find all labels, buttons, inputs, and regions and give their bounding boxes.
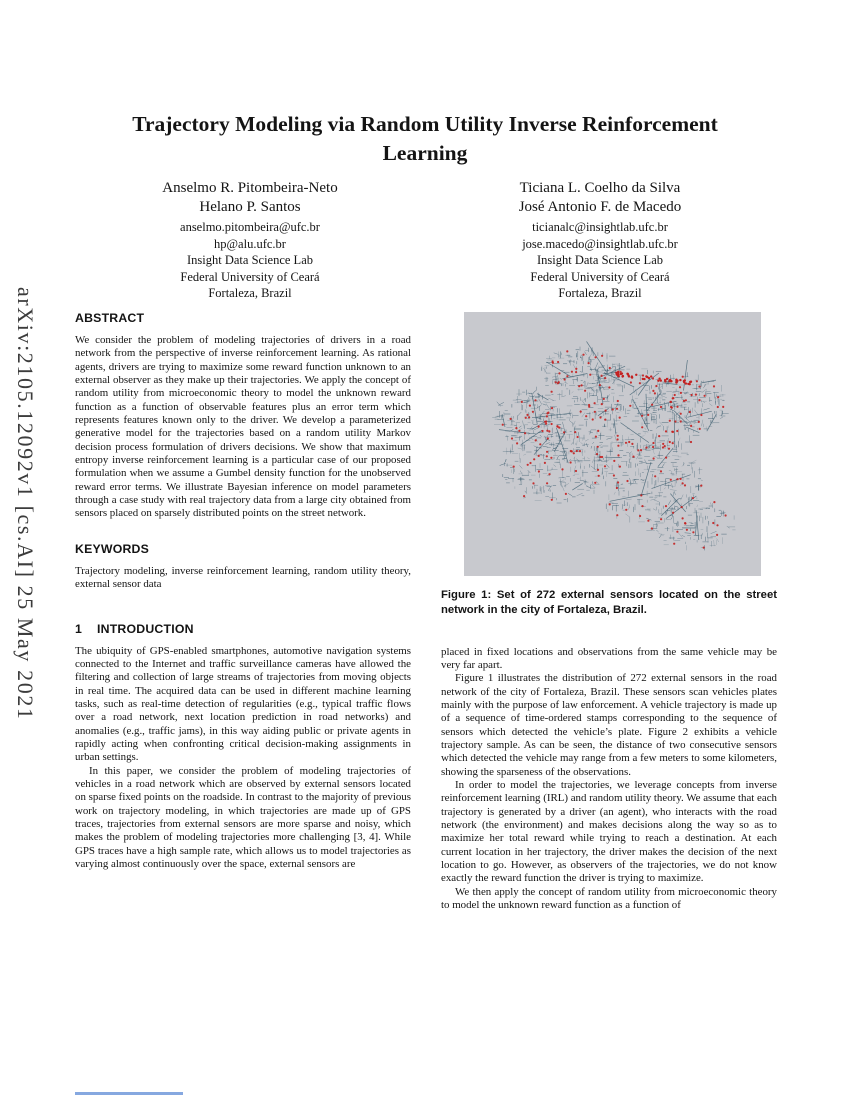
author-affiliation: Fortaleza, Brazil: [558, 286, 642, 300]
author-name: Helano P. Santos: [199, 198, 301, 215]
introduction-heading: [75, 622, 411, 636]
section-title: INTRODUCTION: [97, 621, 194, 636]
keywords-heading: KEYWORDS: [75, 541, 150, 556]
author-email: anselmo.pitombeira@ufc.br: [180, 220, 320, 234]
author-affiliation: Federal University of Ceará: [180, 269, 320, 284]
author-affiliation: Fortaleza, Brazil: [208, 286, 292, 300]
body-paragraph-figure1: Figure 1 illustrates the distribution of 272 external sensors in the road network of the city of Fortaleza, Brazil. These sensors scan vehicles plates mainly with the purpose of law enforcement. A vehicle trajectory is made up of a sequence of time-ordered stamps corresponding to the sequence of sensors which detected the vehicle’s plate. Figure 2 exhibits a vehicle trajectory sample. As can be seen, the distance of two consecutive sensors which detected the vehicle may range from a few meters to some kilometers, showing the sparseness of the observations.: [441, 672, 777, 778]
page-title: [85, 110, 765, 168]
author-email: ticianalc@insightlab.ufc.br: [532, 220, 668, 234]
section-number: 1: [75, 621, 83, 636]
body-paragraph-random-utility: We then apply the concept of random utility from microeconomic theory to model the unknown reward function as a function of: [441, 885, 777, 912]
abstract-heading: ABSTRACT: [75, 311, 145, 325]
street-network-map-graphic: [464, 312, 761, 576]
author-section: [75, 179, 775, 302]
author-affiliation: Insight Data Science Lab: [537, 253, 663, 267]
author-affiliation: Federal University of Ceará: [530, 269, 670, 284]
figure1-caption: Figure 1: Set of 272 external sensors located on the street network in the city of Fortaleza, Brazil.: [441, 589, 777, 616]
author-email: jose.macedo@insightlab.ufc.br: [522, 236, 678, 251]
left-column: [75, 311, 411, 871]
author-block-right: [425, 179, 775, 302]
body-paragraph-irl: In order to model the trajectories, we leverage concepts from inverse reinforcement learning (IRL) and random utility theory. We assume that each trajectory is generated by a driver (an agent), who interacts with the road network (the environment) and makes decisions along the way so as to maximize her total reward while trying to reach a destination. At each current location in her trajectory, the driver makes the decision of the next location to go. However, as observers of the trajectories, we do not know exactly the reward function the driver is trying to maximize.: [441, 779, 778, 885]
author-affiliation: Insight Data Science Lab: [187, 253, 313, 267]
figure1-map: [464, 312, 761, 576]
body-paragraph-continuation: placed in fixed locations and observations from the same vehicle may be very far apart.: [441, 645, 777, 671]
author-name: José Antonio F. de Macedo: [518, 198, 682, 215]
abstract-text: We consider the problem of modeling trajectories of drivers in a road network from the perspective of inverse reinforcement learning. As rational agents, drivers are trying to maximize some reward function unknown to an external observer as they make up their trajectories. We apply the concept of random utility from microeconomic theory to model the unknown reward function as a function of observable features plus an error term which represents features known only to the driver. We develop a parameterized generative model for the trajectories based on a random utility Markov decision process formulation of drivers decisions. We show that maximum entropy inverse reinforcement learning is a particular case of our proposed formulation when we assume a Gumbel density function for the unobserved reward error terms. We illustrate Bayesian inference on model parameters through a case study with real trajectory data from a large city obtained from sensors placed on sparsely distributed points on the street network.: [75, 334, 411, 520]
author-email: hp@alu.ufc.br: [214, 236, 286, 251]
author-name: Anselmo R. Pitombeira-Neto: [162, 180, 338, 196]
arxiv-stamp: arXiv:2105.12092v1 [cs.AI] 25 May 2021: [13, 287, 38, 721]
author-name: Ticiana L. Coelho da Silva: [519, 180, 681, 196]
paper-title-text: Trajectory Modeling via Random Utility Inverse Reinforcement Learning: [132, 112, 718, 165]
right-column: [441, 312, 777, 912]
footer-link-rule: [75, 1092, 183, 1095]
intro-paragraph-2: In this paper, we consider the problem of modeling trajectories of vehicles in a road network which are observed by external sensors located on sparse fixed points on the roadside. In contrast to the majority of previous work on trajectory modeling, in which trajectories are made up of GPS traces, trajectories from external sensors are more sparse and noisy, which makes the problem of modeling trajectories more challenging [3, 4]. While GPS traces have a high sample rate, which allows us to model trajectories as varying almost continuously over the space, external sensors are: [75, 764, 411, 870]
keywords-text: Trajectory modeling, inverse reinforcement learning, random utility theory, external sensor data: [75, 564, 411, 591]
intro-paragraph-1: The ubiquity of GPS-enabled smartphones, automotive navigation systems connected to the Internet and traffic surveillance cameras have allowed the filtering and collection of large streams of trajectories from moving objects in real time. The acquired data can be used in different machine learning tasks, such as real-time detection of regularities (e.g., typical traffic flows over a road network, next location prediction in road networks) and anomalies (e.g., traffic jams), in this way aiding public or private agents in rapidly acting when confronting critical decision-making assignments in urban settings.: [75, 644, 411, 764]
author-block-left: [75, 179, 425, 302]
